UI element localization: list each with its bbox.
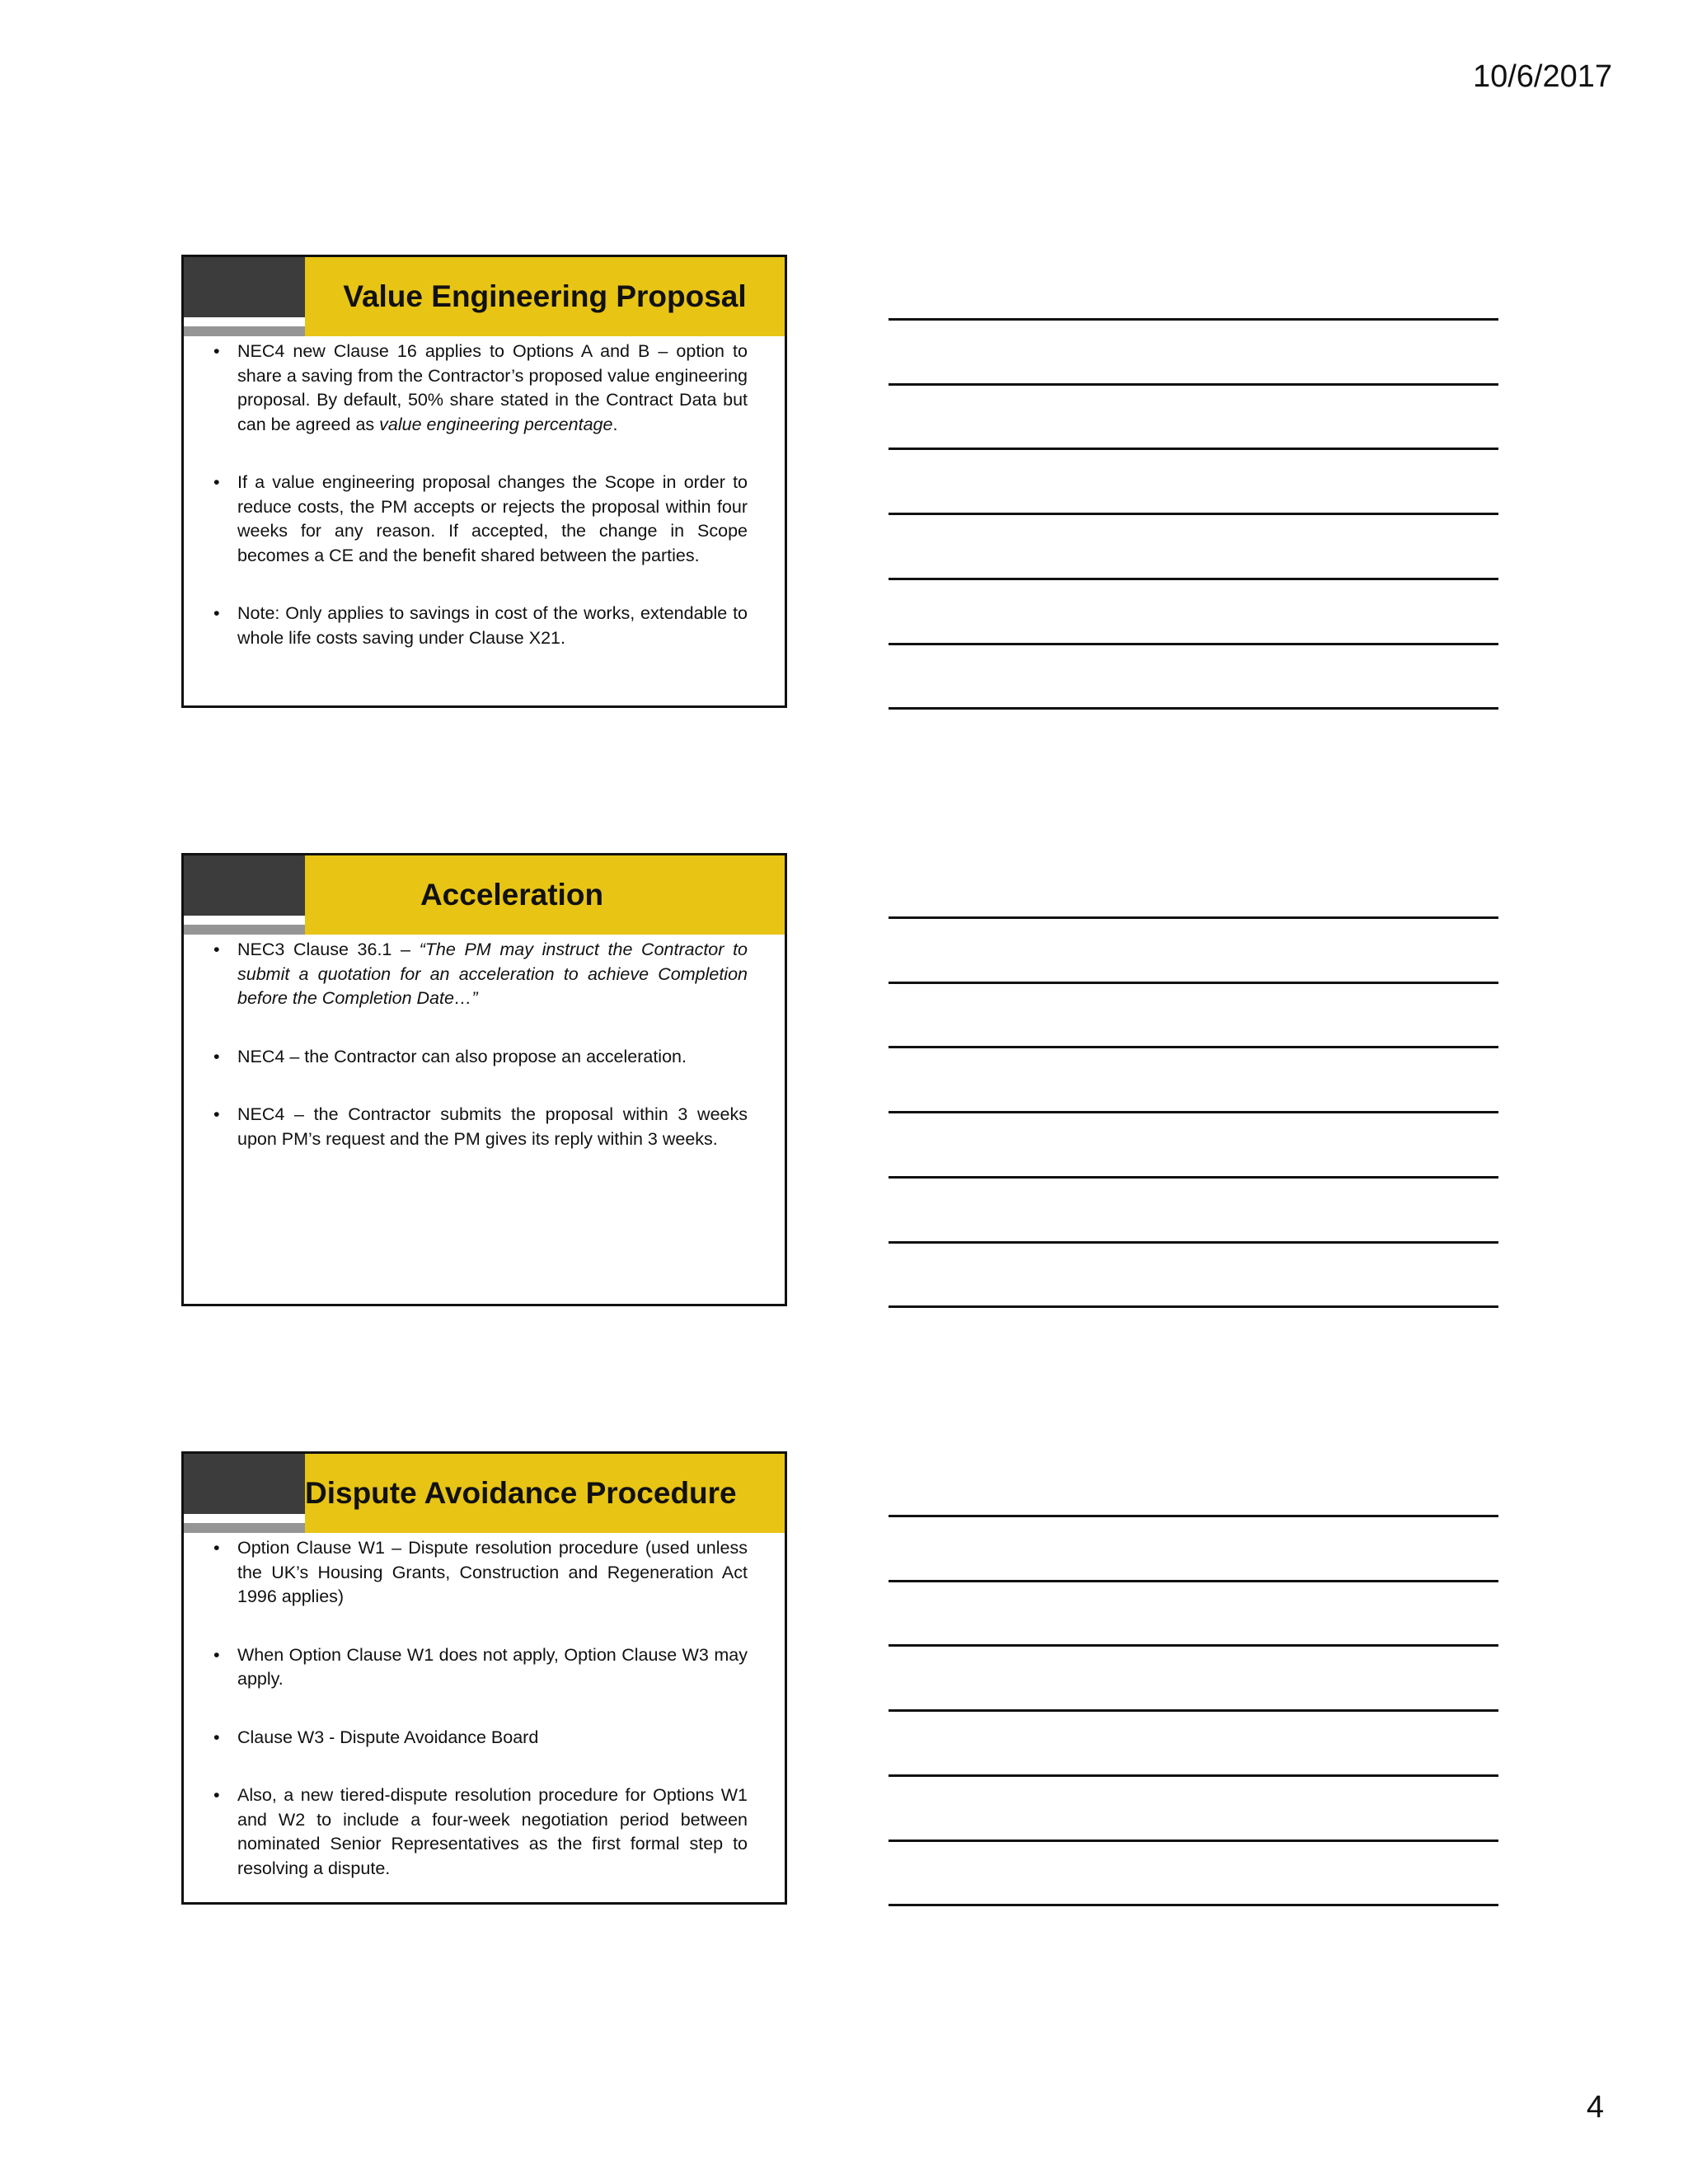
note-line (889, 707, 1498, 710)
slide-gray-band (184, 925, 305, 935)
bullet-item (213, 938, 748, 1011)
bullet-item (213, 1783, 748, 1881)
slide-dark-band (184, 855, 305, 916)
note-line (889, 1241, 1498, 1244)
slide-gray-band (184, 1523, 305, 1533)
bullet-icon: • (213, 603, 220, 623)
note-line (889, 318, 1498, 321)
slide-bullet-list (213, 1536, 748, 1905)
bullet-item (213, 602, 748, 650)
bullet-text: If a value engineering proposal changes the Scope in order to reduce costs, the PM accepts or rejects the proposal within four weeks for any reason. If accepted, the change in Scope becomes a CE and the benefit shared between the parties. (237, 472, 748, 565)
slide-dispute-avoidance (181, 1451, 787, 1905)
bullet-item (213, 340, 748, 437)
bullet-item (213, 1045, 748, 1070)
slide-bullet-list (213, 340, 748, 684)
slide-gray-band (184, 326, 305, 336)
bullet-icon: • (213, 472, 220, 492)
slide-acceleration (181, 853, 787, 1306)
slide-title-bar (305, 855, 785, 935)
note-line (889, 1774, 1498, 1777)
note-line (889, 1904, 1498, 1906)
note-line (889, 1305, 1498, 1308)
bullet-text-italic: “The PM may instruct the Contractor to submit a quotation for an acceleration to achieve Completion before the Completion Date…” (237, 940, 748, 1008)
note-line (889, 982, 1498, 984)
bullet-icon: • (213, 1644, 220, 1665)
note-line (889, 1840, 1498, 1842)
page-date: 10/6/2017 (1472, 59, 1612, 94)
page-number: 4 (1586, 2090, 1604, 2125)
slide-title-bar (305, 1454, 785, 1533)
bullet-text: Clause W3 - Dispute Avoidance Board (237, 1727, 539, 1747)
note-line (889, 1111, 1498, 1113)
note-line (889, 1046, 1498, 1048)
slide-title-bar (305, 257, 785, 336)
note-line (889, 513, 1498, 515)
bullet-item (213, 1643, 748, 1692)
bullet-text: NEC4 new Clause 16 applies to Options A and B – option to share a saving from the Contractor’s proposed value engineering proposal. By default, 50% share stated in the Contract Data but can be agreed as (237, 341, 748, 434)
note-line (889, 916, 1498, 919)
slide-title: Dispute Avoidance Procedure (305, 1476, 737, 1510)
slide-title: Value Engineering Proposal (343, 279, 747, 313)
slide-dark-band (184, 257, 305, 317)
note-line (889, 1515, 1498, 1517)
bullet-item (213, 1536, 748, 1610)
bullet-text: NEC4 – the Contractor submits the proposal within 3 weeks upon PM’s request and the PM gives its reply within 3 weeks. (237, 1104, 748, 1149)
note-line (889, 1580, 1498, 1582)
bullet-item (213, 1103, 748, 1151)
bullet-text-italic: value engineering percentage (379, 414, 613, 434)
note-line (889, 578, 1498, 580)
bullet-text: NEC4 – the Contractor can also propose an acceleration. (237, 1046, 687, 1066)
note-line (889, 1644, 1498, 1647)
bullet-item (213, 1726, 748, 1750)
note-line (889, 643, 1498, 645)
bullet-text: Note: Only applies to savings in cost of the works, extendable to whole life costs saving under Clause X21. (237, 603, 748, 648)
slide-title: Acceleration (420, 878, 604, 912)
bullet-text: When Option Clause W1 does not apply, Option Clause W3 may apply. (237, 1644, 748, 1689)
bullet-icon: • (213, 1104, 220, 1124)
bullet-icon: • (213, 1538, 220, 1558)
bullet-icon: • (213, 940, 220, 959)
bullet-text: Option Clause W1 – Dispute resolution procedure (used unless the UK’s Housing Grants, Construction and Regeneration Act 1996 applies) (237, 1538, 748, 1606)
note-line (889, 383, 1498, 386)
note-line (889, 1176, 1498, 1179)
bullet-icon: • (213, 341, 220, 361)
bullet-item (213, 471, 748, 568)
bullet-text: . (612, 414, 618, 434)
bullet-icon: • (213, 1046, 220, 1066)
bullet-text: Also, a new tiered-dispute resolution procedure for Options W1 and W2 to include a four-week negotiation period between nominated Senior Representatives as the first formal step to resolving a dispute. (237, 1785, 748, 1878)
note-line (889, 1709, 1498, 1712)
note-line (889, 448, 1498, 450)
bullet-icon: • (213, 1785, 220, 1805)
slide-bullet-list (213, 938, 748, 1185)
slide-dark-band (184, 1454, 305, 1514)
slide-value-engineering (181, 255, 787, 708)
bullet-text: NEC3 Clause 36.1 – (237, 940, 420, 959)
bullet-icon: • (213, 1727, 220, 1747)
